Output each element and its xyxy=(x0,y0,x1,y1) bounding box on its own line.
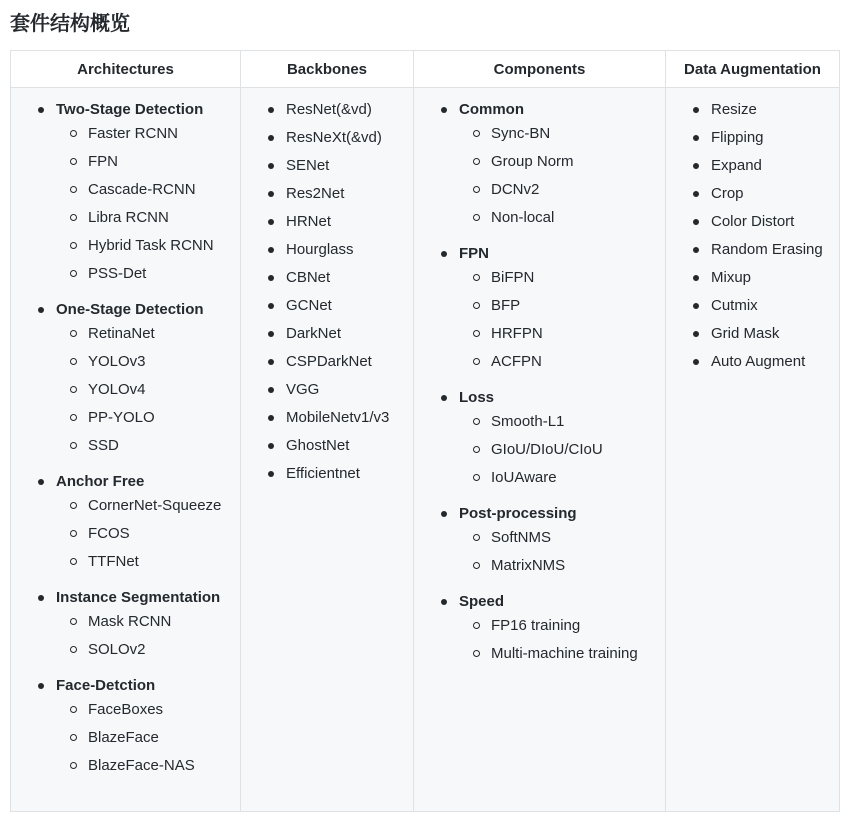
list-item xyxy=(666,152,839,180)
circle-bullet-icon xyxy=(473,158,480,165)
circle-bullet-icon xyxy=(473,474,480,481)
component-group xyxy=(414,588,665,668)
list-item-label: Hourglass xyxy=(286,241,354,258)
architecture-group xyxy=(11,584,240,664)
component-sub-list xyxy=(459,408,665,492)
list-item xyxy=(56,204,240,232)
list-item-label: ACFPN xyxy=(491,353,542,370)
architecture-group-label: Two-Stage Detection xyxy=(56,101,204,118)
bullet-icon xyxy=(38,683,44,689)
list-item-label: YOLOv4 xyxy=(88,381,146,398)
circle-bullet-icon xyxy=(473,330,480,337)
component-group-label: Post-processing xyxy=(459,505,577,522)
list-item xyxy=(241,124,413,152)
architecture-sub-list xyxy=(56,608,240,664)
list-item-label: FaceBoxes xyxy=(88,701,164,718)
list-item xyxy=(666,208,839,236)
cell-architectures xyxy=(11,88,241,812)
list-item xyxy=(56,376,240,404)
bullet-icon xyxy=(693,163,699,169)
header-architectures: Architectures xyxy=(11,51,241,88)
list-item-label: PP-YOLO xyxy=(88,409,155,426)
list-item-label: BlazeFace xyxy=(88,729,159,746)
list-item xyxy=(459,348,665,376)
page-title: 套件结构概览 xyxy=(10,11,130,35)
bullet-icon xyxy=(268,303,274,309)
list-item xyxy=(56,348,240,376)
list-item-label: MatrixNMS xyxy=(491,557,566,574)
list-item xyxy=(459,148,665,176)
list-item xyxy=(241,152,413,180)
circle-bullet-icon xyxy=(473,274,480,281)
circle-bullet-icon xyxy=(70,414,77,421)
circle-bullet-icon xyxy=(473,562,480,569)
circle-bullet-icon xyxy=(473,214,480,221)
list-item xyxy=(241,236,413,264)
list-item-label: Smooth-L1 xyxy=(491,413,565,430)
list-item xyxy=(56,636,240,664)
circle-bullet-icon xyxy=(473,418,480,425)
bullet-icon xyxy=(268,359,274,365)
bullet-icon xyxy=(693,247,699,253)
list-item-label: TTFNet xyxy=(88,553,139,570)
list-item xyxy=(56,148,240,176)
bullet-icon xyxy=(441,251,447,257)
list-item-label: Multi-machine training xyxy=(491,645,638,662)
bullet-icon xyxy=(38,479,44,485)
list-item xyxy=(459,204,665,232)
list-item xyxy=(666,320,839,348)
circle-bullet-icon xyxy=(473,130,480,137)
list-item xyxy=(56,724,240,752)
overview-table xyxy=(10,50,840,812)
bullet-icon xyxy=(268,163,274,169)
bullet-icon xyxy=(38,595,44,601)
list-item xyxy=(459,464,665,492)
list-item-label: ResNet(&vd) xyxy=(286,101,372,118)
circle-bullet-icon xyxy=(70,386,77,393)
table-header-row xyxy=(11,51,840,88)
bullet-icon xyxy=(268,415,274,421)
component-sub-list xyxy=(459,612,665,668)
circle-bullet-icon xyxy=(70,530,77,537)
components-list xyxy=(414,88,665,668)
component-group xyxy=(414,500,665,580)
component-group-label: FPN xyxy=(459,245,489,262)
list-item xyxy=(241,348,413,376)
component-group xyxy=(414,240,665,376)
bullet-icon xyxy=(693,303,699,309)
circle-bullet-icon xyxy=(70,158,77,165)
list-item xyxy=(241,432,413,460)
list-item-label: RetinaNet xyxy=(88,325,155,342)
list-item-label: GIoU/DIoU/CIoU xyxy=(491,441,603,458)
list-item xyxy=(666,264,839,292)
circle-bullet-icon xyxy=(70,186,77,193)
list-item xyxy=(666,292,839,320)
circle-bullet-icon xyxy=(70,214,77,221)
list-item xyxy=(56,120,240,148)
list-item xyxy=(56,548,240,576)
list-item-label: Auto Augment xyxy=(711,353,806,370)
architecture-sub-list xyxy=(56,492,240,576)
circle-bullet-icon xyxy=(70,358,77,365)
component-group-label: Speed xyxy=(459,593,505,610)
list-item-label: CBNet xyxy=(286,269,331,286)
table-row xyxy=(11,88,840,812)
list-item xyxy=(666,96,839,124)
circle-bullet-icon xyxy=(70,706,77,713)
component-sub-list xyxy=(459,264,665,376)
list-item-label: HRFPN xyxy=(491,325,543,342)
component-group-label: Common xyxy=(459,101,524,118)
circle-bullet-icon xyxy=(473,622,480,629)
list-item xyxy=(666,348,839,376)
bullet-icon xyxy=(693,191,699,197)
list-item xyxy=(241,208,413,236)
bullet-icon xyxy=(268,471,274,477)
bullet-icon xyxy=(268,247,274,253)
bullet-icon xyxy=(441,511,447,517)
list-item xyxy=(241,264,413,292)
list-item-label: Expand xyxy=(711,157,762,174)
component-sub-list xyxy=(459,524,665,580)
list-item-label: YOLOv3 xyxy=(88,353,146,370)
list-item-label: Flipping xyxy=(711,129,764,146)
component-group xyxy=(414,384,665,492)
list-item xyxy=(241,180,413,208)
list-item-label: DarkNet xyxy=(286,325,342,342)
bullet-icon xyxy=(693,331,699,337)
circle-bullet-icon xyxy=(70,442,77,449)
list-item-label: ResNeXt(&vd) xyxy=(286,129,382,146)
architecture-group xyxy=(11,296,240,460)
list-item xyxy=(56,432,240,460)
list-item xyxy=(459,612,665,640)
circle-bullet-icon xyxy=(473,302,480,309)
circle-bullet-icon xyxy=(70,558,77,565)
list-item-label: Hybrid Task RCNN xyxy=(88,237,214,254)
architectures-list xyxy=(11,88,240,780)
list-item xyxy=(56,492,240,520)
list-item xyxy=(459,640,665,668)
list-item-label: DCNv2 xyxy=(491,181,540,198)
architecture-sub-list xyxy=(56,320,240,460)
bullet-icon xyxy=(693,275,699,281)
list-item-label: Color Distort xyxy=(711,213,795,230)
component-group xyxy=(414,96,665,232)
list-item-label: GCNet xyxy=(286,297,332,314)
list-item-label: Random Erasing xyxy=(711,241,823,258)
list-item-label: IoUAware xyxy=(491,469,557,486)
list-item xyxy=(56,752,240,780)
list-item xyxy=(459,408,665,436)
architecture-group xyxy=(11,672,240,780)
bullet-icon xyxy=(441,107,447,113)
cell-data-augmentation xyxy=(666,88,840,812)
list-item xyxy=(666,236,839,264)
list-item-label: PSS-Det xyxy=(88,265,147,282)
list-item xyxy=(56,176,240,204)
list-item xyxy=(459,292,665,320)
bullet-icon xyxy=(38,107,44,113)
list-item-label: Sync-BN xyxy=(491,125,551,142)
list-item-label: HRNet xyxy=(286,213,332,230)
list-item-label: BFP xyxy=(491,297,521,314)
list-item-label: SENet xyxy=(286,157,330,174)
list-item xyxy=(666,124,839,152)
architecture-group-label: Anchor Free xyxy=(56,473,145,490)
list-item xyxy=(459,120,665,148)
list-item xyxy=(459,176,665,204)
bullet-icon xyxy=(693,107,699,113)
data-augmentation-list xyxy=(666,88,839,376)
list-item xyxy=(459,524,665,552)
list-item-label: Res2Net xyxy=(286,185,345,202)
bullet-icon xyxy=(268,443,274,449)
list-item-label: Grid Mask xyxy=(711,325,780,342)
component-sub-list xyxy=(459,120,665,232)
list-item xyxy=(56,260,240,288)
list-item xyxy=(241,404,413,432)
list-item xyxy=(459,320,665,348)
list-item xyxy=(56,232,240,260)
list-item-label: CornerNet-Squeeze xyxy=(88,497,222,514)
bullet-icon xyxy=(268,219,274,225)
circle-bullet-icon xyxy=(70,502,77,509)
architecture-group-label: One-Stage Detection xyxy=(56,301,204,318)
circle-bullet-icon xyxy=(473,446,480,453)
circle-bullet-icon xyxy=(70,330,77,337)
bullet-icon xyxy=(693,135,699,141)
architecture-group-label: Face-Detction xyxy=(56,677,156,694)
bullet-icon xyxy=(441,395,447,401)
circle-bullet-icon xyxy=(473,358,480,365)
list-item-label: SOLOv2 xyxy=(88,641,146,658)
list-item-label: Faster RCNN xyxy=(88,125,179,142)
architecture-group xyxy=(11,468,240,576)
bullet-icon xyxy=(693,219,699,225)
list-item-label: FCOS xyxy=(88,525,130,542)
circle-bullet-icon xyxy=(70,762,77,769)
list-item-label: Resize xyxy=(711,101,757,118)
backbones-list xyxy=(241,88,413,488)
circle-bullet-icon xyxy=(70,646,77,653)
list-item-label: BlazeFace-NAS xyxy=(88,757,195,774)
list-item-label: SSD xyxy=(88,437,119,454)
architecture-group xyxy=(11,96,240,288)
list-item-label: Cascade-RCNN xyxy=(88,181,196,198)
list-item xyxy=(666,180,839,208)
header-backbones: Backbones xyxy=(241,51,414,88)
list-item-label: CSPDarkNet xyxy=(286,353,372,370)
bullet-icon xyxy=(268,191,274,197)
architecture-group-label: Instance Segmentation xyxy=(56,589,221,606)
cell-backbones xyxy=(241,88,414,812)
bullet-icon xyxy=(268,107,274,113)
circle-bullet-icon xyxy=(473,186,480,193)
list-item-label: GhostNet xyxy=(286,437,350,454)
list-item xyxy=(241,460,413,488)
circle-bullet-icon xyxy=(473,534,480,541)
list-item-label: Efficientnet xyxy=(286,465,360,482)
list-item xyxy=(56,404,240,432)
bullet-icon xyxy=(268,135,274,141)
list-item-label: FPN xyxy=(88,153,118,170)
circle-bullet-icon xyxy=(70,270,77,277)
list-item xyxy=(241,320,413,348)
list-item-label: Group Norm xyxy=(491,153,574,170)
list-item xyxy=(56,520,240,548)
bullet-icon xyxy=(268,387,274,393)
circle-bullet-icon xyxy=(70,618,77,625)
list-item-label: Mask RCNN xyxy=(88,613,172,630)
list-item xyxy=(459,264,665,292)
list-item xyxy=(56,320,240,348)
circle-bullet-icon xyxy=(70,130,77,137)
bullet-icon xyxy=(693,359,699,365)
list-item-label: BiFPN xyxy=(491,269,535,286)
list-item xyxy=(241,96,413,124)
circle-bullet-icon xyxy=(473,650,480,657)
bullet-icon xyxy=(38,307,44,313)
architecture-sub-list xyxy=(56,696,240,780)
list-item-label: MobileNetv1/v3 xyxy=(286,409,390,426)
list-item-label: SoftNMS xyxy=(491,529,552,546)
header-data-augmentation: Data Augmentation xyxy=(666,51,840,88)
bullet-icon xyxy=(268,331,274,337)
circle-bullet-icon xyxy=(70,242,77,249)
list-item-label: Libra RCNN xyxy=(88,209,169,226)
list-item xyxy=(56,696,240,724)
list-item xyxy=(241,376,413,404)
list-item-label: Cutmix xyxy=(711,297,758,314)
circle-bullet-icon xyxy=(70,734,77,741)
list-item-label: FP16 training xyxy=(491,617,581,634)
list-item xyxy=(459,436,665,464)
cell-components xyxy=(414,88,666,812)
architecture-sub-list xyxy=(56,120,240,288)
list-item-label: VGG xyxy=(286,381,320,398)
list-item-label: Mixup xyxy=(711,269,752,286)
bullet-icon xyxy=(441,599,447,605)
list-item-label: Non-local xyxy=(491,209,555,226)
bullet-icon xyxy=(268,275,274,281)
header-components: Components xyxy=(414,51,666,88)
list-item xyxy=(56,608,240,636)
component-group-label: Loss xyxy=(459,389,495,406)
list-item-label: Crop xyxy=(711,185,744,202)
list-item xyxy=(459,552,665,580)
list-item xyxy=(241,292,413,320)
